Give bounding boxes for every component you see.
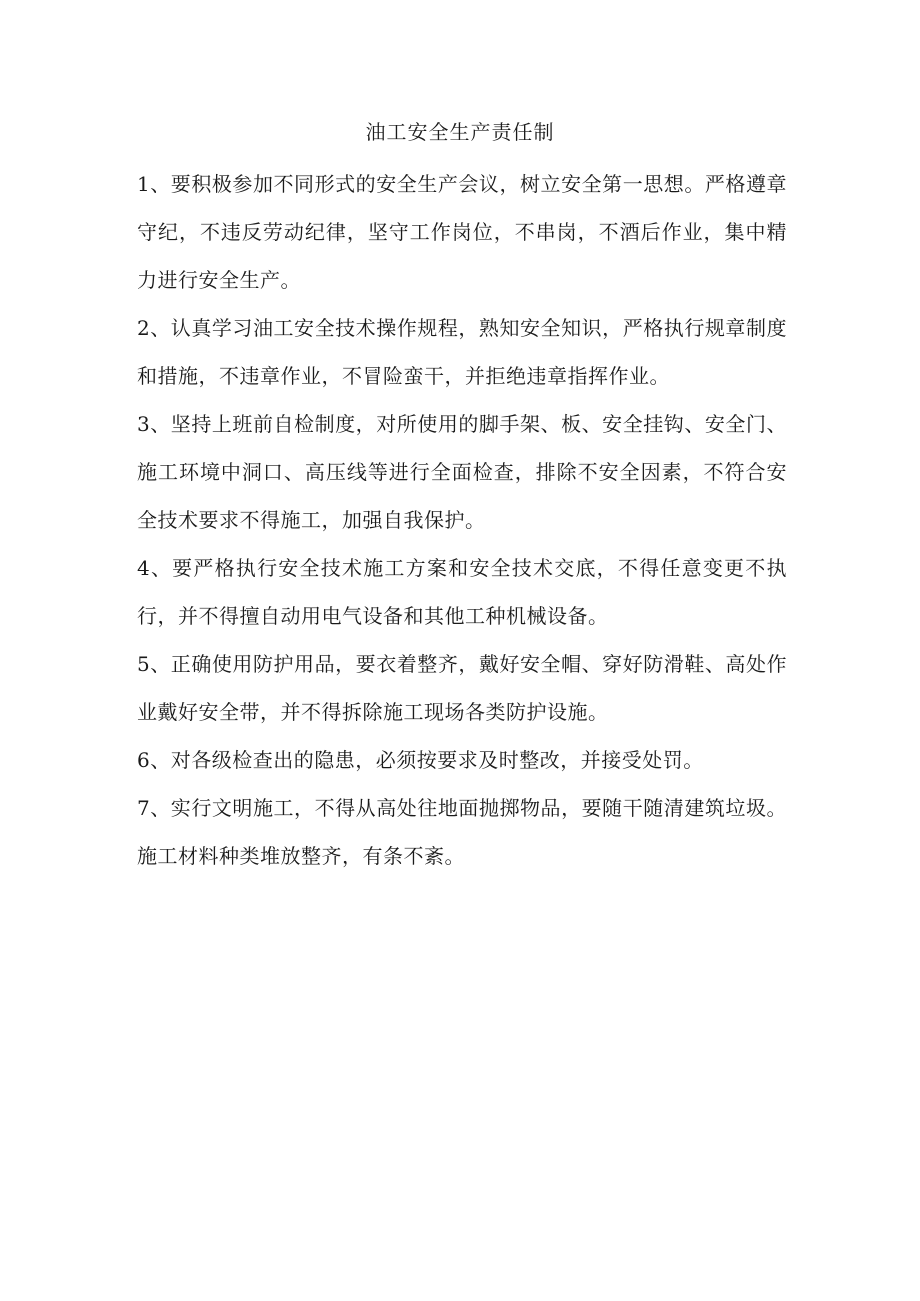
clause-3: 3、坚持上班前自检制度，对所使用的脚手架、板、安全挂钩、安全门、施工环境中洞口、高压线等进行全面检查，排除不安全因素，不符合安全技术要求不得施工，加强自我保护。 — [137, 412, 787, 532]
clause-6: 6、对各级检查出的隐患，必须按要求及时整改，并接受处罚。 — [137, 748, 704, 772]
clause-4: 4、要严格执行安全技术施工方案和安全技术交底，不得任意变更不执行，并不得擅自动用电气设备和其他工种机械设备。 — [137, 556, 787, 628]
document-title: 油工安全生产责任制 — [365, 120, 555, 144]
clause-2: 2、认真学习油工安全技术操作规程，熟知安全知识，严格执行规章制度和措施，不违章作业，不冒险蛮干，并拒绝违章指挥作业。 — [137, 316, 787, 388]
document-body — [137, 160, 787, 880]
clause-1: 1、要积极参加不同形式的安全生产会议，树立安全第一思想。严格遵章守纪，不违反劳动纪律，坚守工作岗位，不串岗，不酒后作业，集中精力进行安全生产。 — [137, 172, 787, 292]
clause-7: 7、实行文明施工，不得从高处往地面抛掷物品，要随干随清建筑垃圾。施工材料种类堆放整齐，有条不紊。 — [137, 796, 787, 868]
clause-5: 5、正确使用防护用品，要衣着整齐，戴好安全帽、穿好防滑鞋、高处作业戴好安全带，并不得拆除施工现场各类防护设施。 — [137, 652, 787, 724]
